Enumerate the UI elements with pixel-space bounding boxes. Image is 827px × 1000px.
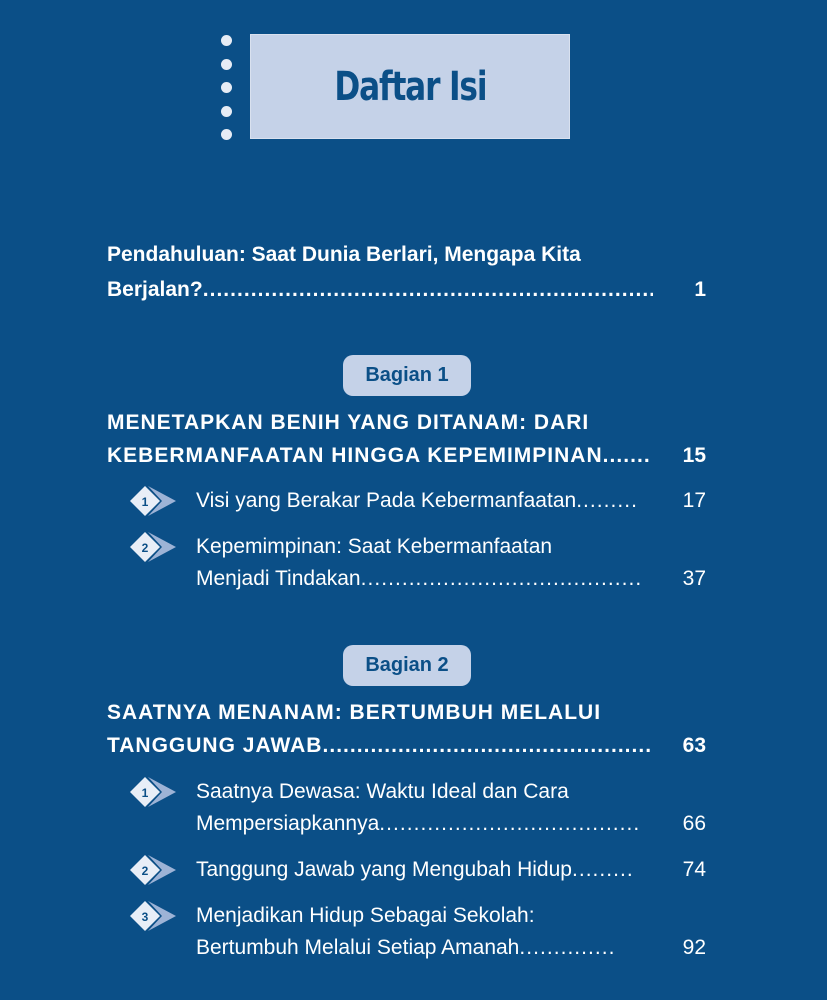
chapter-number: 1 bbox=[141, 495, 149, 509]
page-title: Daftar Isi bbox=[334, 63, 486, 110]
dot-leader bbox=[322, 731, 652, 761]
dot-leader bbox=[572, 855, 632, 885]
dot bbox=[221, 59, 232, 70]
part-badge-2: Bagian 2 bbox=[343, 645, 471, 686]
dot bbox=[221, 129, 232, 140]
chapter-number-badge bbox=[128, 532, 176, 562]
dot-leader bbox=[603, 441, 651, 471]
part-heading-1-line1[interactable]: MENETAPKAN BENIH YANG DITANAM: DARI bbox=[107, 411, 590, 434]
chapter-title: Visi yang Berakar Pada Kebermanfaatan bbox=[196, 489, 577, 512]
chapter-number-badge bbox=[128, 855, 176, 885]
part-badge-1: Bagian 1 bbox=[343, 355, 471, 396]
chapter-title: Menjadi Tindakan bbox=[196, 567, 361, 590]
dot-leader bbox=[361, 564, 641, 594]
decorative-dots bbox=[221, 35, 233, 153]
dot bbox=[221, 106, 232, 117]
part-heading-2-line2[interactable] bbox=[107, 731, 652, 761]
toc-page: 74 bbox=[682, 858, 706, 881]
dot-leader bbox=[379, 809, 639, 839]
toc-entry-intro-line2[interactable] bbox=[107, 275, 653, 305]
toc-page: 17 bbox=[682, 489, 706, 512]
dot-leader bbox=[576, 486, 636, 516]
toc-page-part1: 15 bbox=[682, 444, 706, 467]
chapter-number: 3 bbox=[141, 910, 149, 924]
chapter-title: Bertumbuh Melalui Setiap Amanah bbox=[196, 936, 520, 959]
dot bbox=[221, 82, 232, 93]
chapter-entry-2-1-line2[interactable] bbox=[196, 809, 639, 839]
chapter-title: Tanggung Jawab yang Mengubah Hidup bbox=[196, 858, 572, 881]
chapter-entry-2-1-line1[interactable]: Saatnya Dewasa: Waktu Ideal dan Cara bbox=[196, 780, 569, 803]
chapter-number: 2 bbox=[141, 541, 149, 555]
chapter-entry-2-2[interactable] bbox=[196, 855, 632, 885]
part-heading-1-text: KEBERMANFAATAN HINGGA KEPEMIMPINAN bbox=[107, 444, 603, 467]
toc-page: 37 bbox=[682, 567, 706, 590]
chapter-entry-1-1[interactable] bbox=[196, 486, 636, 516]
title-box bbox=[250, 34, 570, 139]
chapter-entry-1-2-line2[interactable] bbox=[196, 564, 641, 594]
dot-leader bbox=[203, 275, 653, 305]
chapter-entry-2-3-line2[interactable] bbox=[196, 933, 614, 963]
toc-entry-intro-line1[interactable]: Pendahuluan: Saat Dunia Berlari, Mengapa Kita bbox=[107, 243, 581, 266]
toc-entry-intro-text: Berjalan? bbox=[107, 278, 203, 301]
part-heading-1-line2[interactable] bbox=[107, 441, 651, 471]
toc-page-part2: 63 bbox=[682, 734, 706, 757]
part-heading-2-line1[interactable]: SAATNYA MENANAM: BERTUMBUH MELALUI bbox=[107, 701, 602, 724]
chapter-number-badge bbox=[128, 777, 176, 807]
toc-page: 66 bbox=[682, 812, 706, 835]
chapter-number: 1 bbox=[141, 786, 149, 800]
toc-page-intro: 1 bbox=[694, 278, 706, 301]
dot bbox=[221, 35, 232, 46]
chapter-number-badge bbox=[128, 486, 176, 516]
dot-leader bbox=[519, 933, 614, 963]
chapter-title: Mempersiapkannya bbox=[196, 812, 380, 835]
chapter-entry-1-2-line1[interactable]: Kepemimpinan: Saat Kebermanfaatan bbox=[196, 535, 553, 558]
part-heading-2-text: TANGGUNG JAWAB bbox=[107, 734, 323, 757]
toc-page: 92 bbox=[682, 936, 706, 959]
chapter-number-badge bbox=[128, 901, 176, 931]
chapter-entry-2-3-line1[interactable]: Menjadikan Hidup Sebagai Sekolah: bbox=[196, 904, 535, 927]
chapter-number: 2 bbox=[141, 864, 149, 878]
